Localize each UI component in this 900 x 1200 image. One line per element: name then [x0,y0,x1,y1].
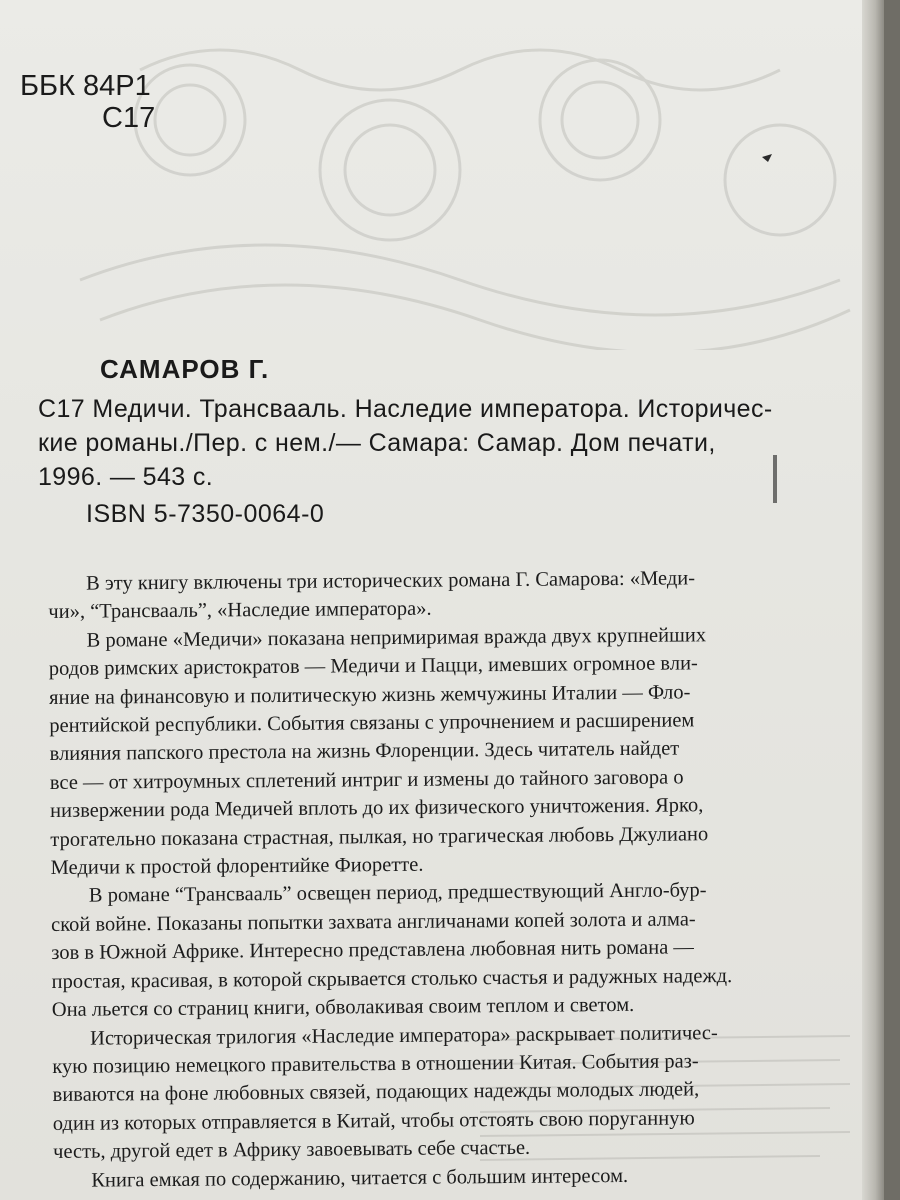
annotation-line: честь, другой едет в Африку завоевывать себе счастье. [52,1136,531,1164]
annotation-line: Она льется со страниц книги, обволакивая своим теплом и светом. [51,993,635,1022]
biblio-line: 1996. — 543 с. [38,463,214,491]
annotation-line: Историческая трилогия «Наследие императора» раскрывает политичес- [89,1021,718,1050]
background-ornament [60,30,860,350]
biblio-line: кие романы./Пер. с нем./— Самара: Самар. Дом печати, [38,429,716,457]
annotation-line: рентийской республики. События связаны с упрочнением и расширением [49,709,695,738]
annotation-line: один из которых отправляется в Китай, чтобы отстоять свою поруганную [52,1107,695,1135]
annotation-line: В романе “Трансвааль” освещен период, предшествующий Англо-бур- [88,879,707,908]
biblio-line: С17 Медичи. Трансвааль. Наследие императора. Историчес- [38,395,773,423]
annotation-line: чи», “Трансвааль”, «Наследие императора». [48,598,432,624]
annotation-line: родов римских аристократов — Медичи и Пацци, имевших огромное вли- [48,652,698,681]
annotation-line: яние на финансовую и политическую жизнь жемчужины Италии — Фло- [49,681,691,709]
annotation-line: низвержении рода Медичей вплоть до их физического уничтожения. Ярко, [50,794,704,823]
author-heading: САМАРОВ Г. [100,354,270,384]
ink-spot-icon [760,150,774,164]
annotation-line: кую позицию немецкого правительства в отношении Китая. События раз- [52,1050,699,1078]
annotation-line: Медичи к простой флорентийке Фиоретте. [50,853,424,880]
bbk-code: ББК 84Р1 [20,70,151,102]
annotation-line: Книга емкая по содержанию, читается с большим интересом. [91,1164,629,1192]
annotation-line: ской войне. Показаны попытки захвата англичанами копей золота и алма- [51,908,696,936]
annotation-line: все — от хитроумных сплетений интриг и измены до тайного заговора о [49,766,684,794]
page-edge-shadow [862,0,884,1200]
annotation-text [48,563,853,1195]
bibliographic-record [38,392,848,494]
bbk-classification [20,70,155,134]
annotation-line: влияния папского престола на жизнь Флоренции. Здесь читатель найдет [49,737,680,766]
annotation-line: трогательно показана страстная, пылкая, но трагическая любовь Джулиано [50,822,709,851]
annotation-line: простая, красивая, в которой скрывается столько счастья и радужных надежд. [51,964,733,993]
annotation-line: зов в Южной Африке. Интересно представлена любовная нить романа — [51,936,694,965]
author-sign-code: С17 [102,102,156,134]
isbn: ISBN 5-7350-0064-0 [86,500,325,528]
pen-mark [773,455,777,503]
annotation-line: В романе «Медичи» показана непримиримая вражда двух крупнейших [86,624,707,652]
annotation-line: В эту книгу включены три исторических романа Г. Самарова: «Меди- [86,567,696,595]
annotation-line: виваются на фоне любовных связей, подающих надежды молодых людей, [52,1078,700,1107]
